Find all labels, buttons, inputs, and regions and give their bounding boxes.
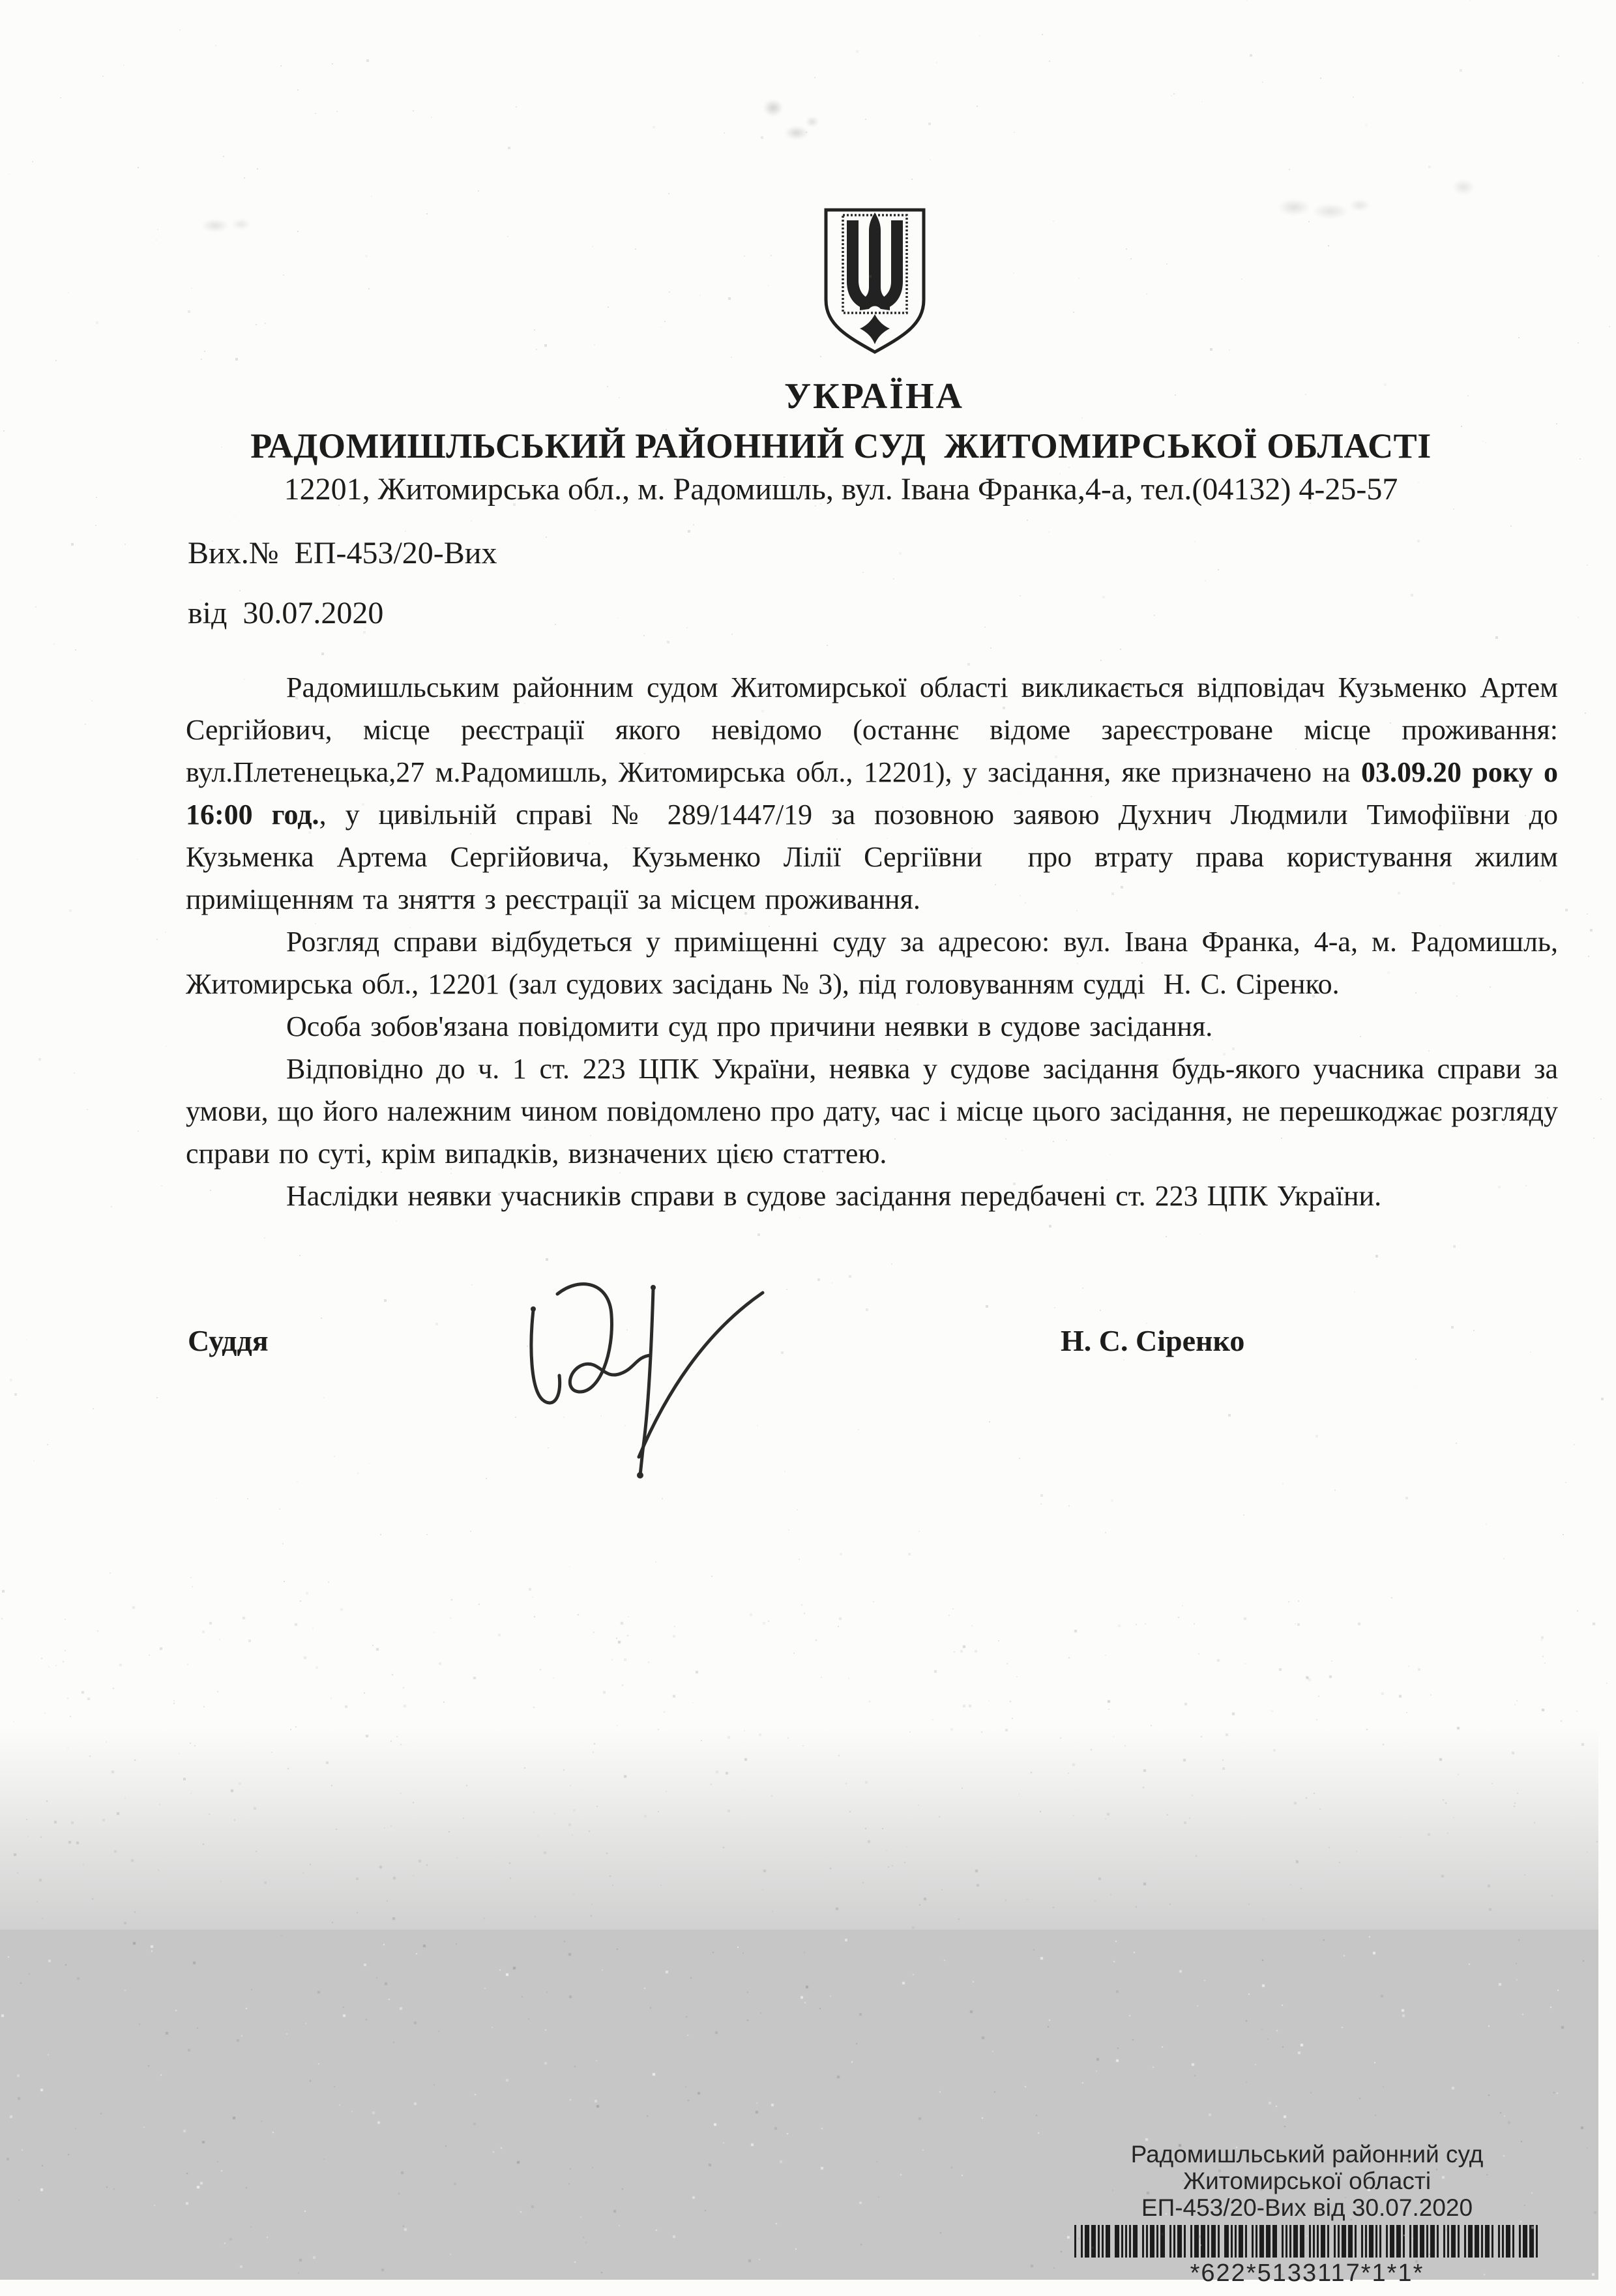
court-address-line: 12201, Житомирська обл., м. Радомишль, вул. Івана Франка,4-а, тел.(04132) 4-25-57 — [284, 472, 1398, 507]
scan-noise — [0, 0, 1, 1]
scan-smudge — [1268, 189, 1372, 229]
paragraph-summons — [186, 666, 1558, 920]
barcode — [1050, 2225, 1565, 2258]
paragraph-consequences: Наслідки неявки учасників справи в судове засідання передбачені ст. 223 ЦПК України. — [286, 1180, 1382, 1212]
scan-smudge — [192, 212, 257, 239]
hearing-datetime: 03.09.20 року о 16:00 год. — [186, 756, 1559, 831]
outgoing-number: Вих.№ ЕП-453/20-Вих — [188, 536, 497, 570]
barcode-value: *622*5133117*1*1* — [1190, 2259, 1424, 2287]
country-title: УКРАЇНА — [784, 376, 964, 417]
paragraph-location: Розгляд справи відбудеться у приміщенні суду за адресою: вул. Івана Франка, 4-а, м. Радомишль, Житомирська обл., 12201 (зал судових засідань № 3), під головуванням судді Н. С. Сіренко. — [186, 926, 1558, 1000]
scan-smudge — [750, 91, 828, 147]
barcode-label-region: Житомирської області — [1183, 2168, 1432, 2194]
summons-text-post: , у цивільній справі № 289/1447/19 за позовною заявою Духнич Людмили Тимофіївни до Кузьменка Артема Сергійовича, Кузьменко Лілії Сергіївни про втрату права користування жилим приміщенням та зняття з реєстрації за місцем проживання. — [186, 799, 1559, 915]
barcode-label-ref: ЕП-453/20-Вих від 30.07.2020 — [1141, 2194, 1473, 2221]
paragraph-law-reference: Відповідно до ч. 1 ст. 223 ЦПК України, неявка у судове засідання будь-якого учасника справи за умови, що його належним чином повідомлено про дату, час і місце цього засідання, не перешкоджає розгляду справи по суті, крім випадків, визначених цією статтею. — [186, 1053, 1558, 1170]
summons-text-pre: Радомишльським районним судом Житомирської області викликається відповідач Кузьменко Артем Сергійович, місце реєстрації якого невідомо (останнє відоме зареєстроване місце проживання: вул.Плетенецька,27 м.Радомишль, Житомирська обл., 12201), у засідання, яке призначено на — [186, 671, 1558, 788]
barcode-label-court: Радомишльський районний суд — [1130, 2141, 1484, 2168]
scan-noise — [0, 0, 1, 1]
outgoing-date: від 30.07.2020 — [188, 596, 384, 630]
judge-name: Н. С. Сіренко — [1061, 1324, 1245, 1357]
barcode-label — [1050, 2141, 1565, 2288]
scan-artifact-gradient — [0, 1728, 1598, 1933]
judge-signature — [476, 1235, 782, 1509]
scan-noise — [0, 0, 1, 1]
document-body — [186, 666, 1558, 1217]
court-name-heading: РАДОМИШЛЬСЬКИЙ РАЙОННИЙ СУД ЖИТОМИРСЬКОЇ ОБЛАСТІ — [250, 426, 1432, 465]
paragraph-obligation: Особа зобов'язана повідомити суд про причини неявки в судове засідання. — [286, 1010, 1213, 1042]
judge-role-label: Суддя — [188, 1324, 269, 1357]
scan-smudge — [1437, 171, 1490, 203]
coat-of-arms-ukraine-icon — [817, 203, 933, 360]
